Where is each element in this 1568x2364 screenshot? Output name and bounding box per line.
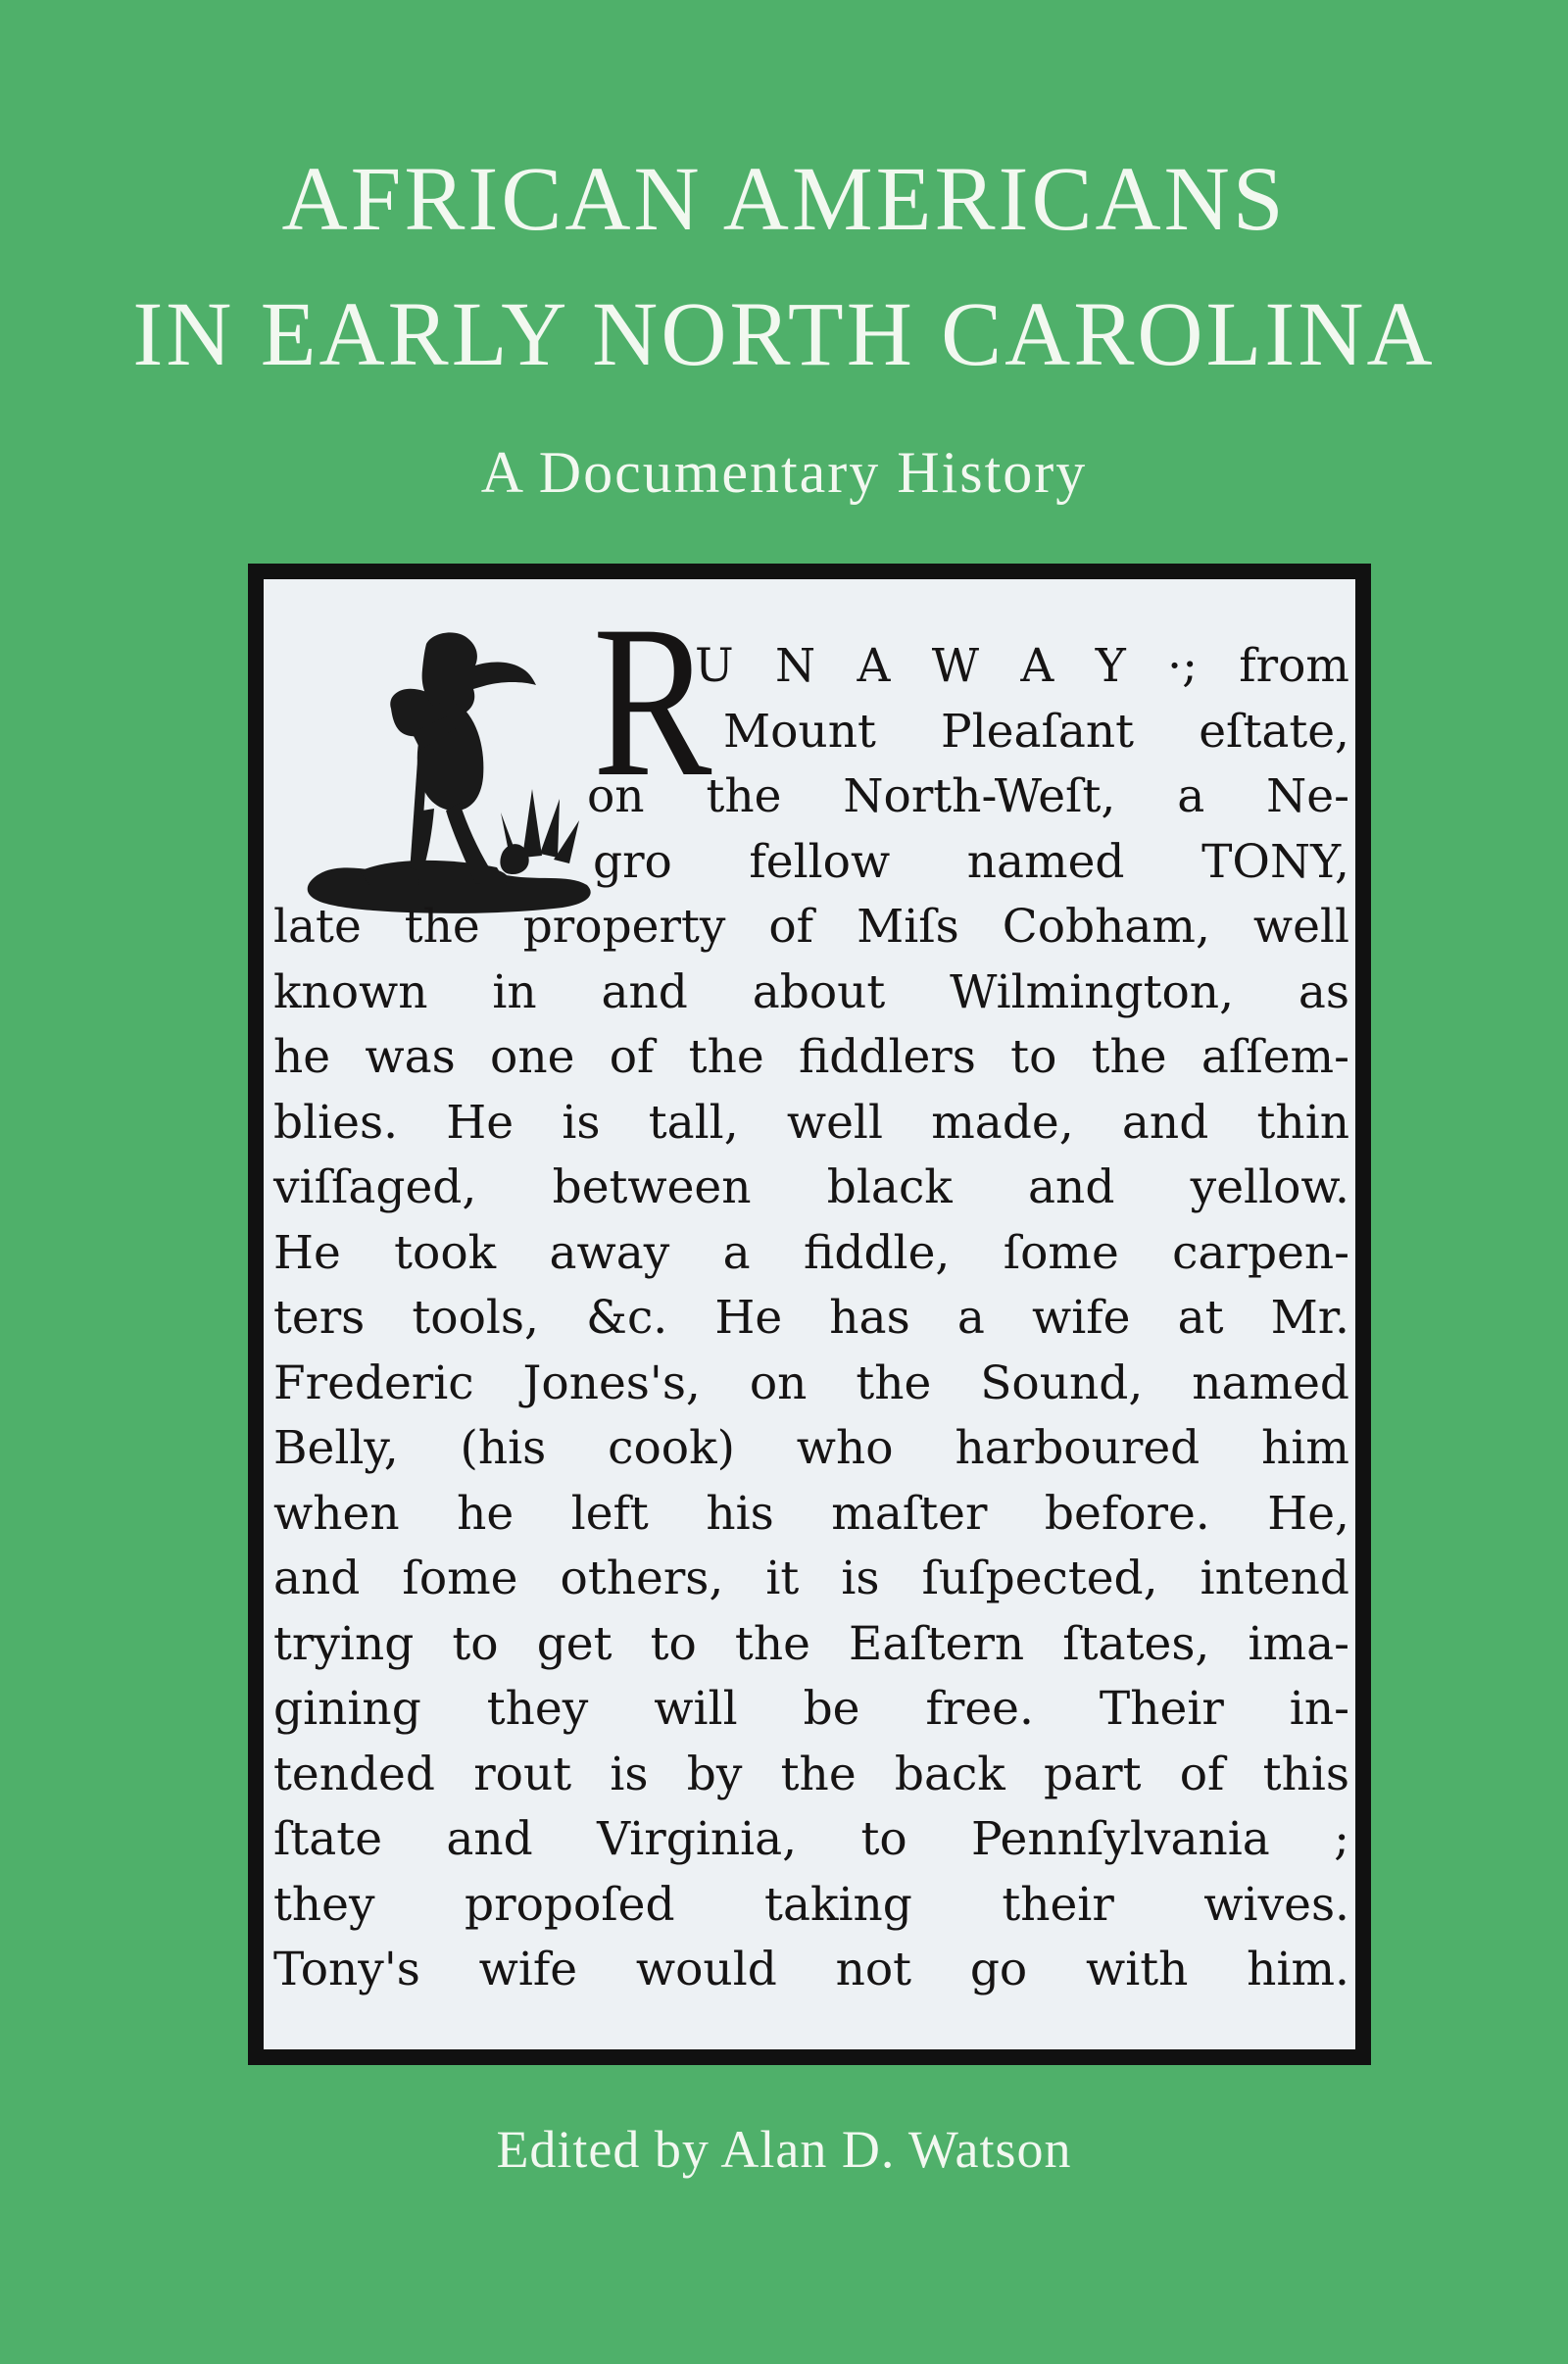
ad-line: they propoſed taking their wives. (273, 1877, 1349, 1932)
ad-line: known in and about Wilmington, as (273, 964, 1349, 1019)
ad-line: tended rout is by the back part of this (273, 1747, 1349, 1801)
ad-line: when he left his maſter before. He, (273, 1486, 1349, 1541)
ad-line: Belly, (his cook) who harboured him (273, 1421, 1349, 1475)
ad-line: ſtate and Virginia, to Pennſylvania ; (273, 1812, 1349, 1866)
advertisement-text (273, 634, 1349, 2003)
ad-line: viſſaged, between black and yellow. (273, 1160, 1349, 1214)
ad-line: on the North-Weſt, a Ne- (587, 769, 1349, 823)
editor-credit: Edited by Alan D. Watson (496, 2120, 1072, 2179)
ad-line: He took away a fiddle, ſome carpen- (273, 1225, 1349, 1280)
book-title-line1: AFRICAN AMERICANS (281, 149, 1287, 250)
ad-line: Mount Pleaſant eſtate, (723, 704, 1349, 759)
book-title-line2: IN EARLY NORTH CAROLINA (132, 284, 1436, 385)
ad-line: Tony's wife would not go with him. (273, 1943, 1349, 1996)
ad-line: blies. He is tall, well made, and thin (273, 1095, 1349, 1150)
runaway-advertisement-box (248, 564, 1371, 2065)
advertisement-paper (264, 579, 1355, 2049)
ad-line: gining they will be free. Their in- (273, 1682, 1349, 1736)
ad-line: ters tools, &c. He has a wife at Mr. (273, 1291, 1349, 1345)
ad-line: Frederic Jones's, on the Sound, named (273, 1355, 1349, 1410)
ad-line: trying to get to the Eaſtern ſtates, ima- (273, 1616, 1349, 1671)
ad-line: gro fellow named TONY, (593, 834, 1349, 889)
ad-line: he was one of the fiddlers to the aſſem- (273, 1030, 1349, 1084)
ad-line: U N A W A Y ·; from (695, 639, 1349, 693)
drop-cap-letter: R (593, 581, 712, 822)
book-subtitle: A Documentary History (480, 440, 1088, 505)
ad-line: late the property of Miſs Cobham, well (273, 900, 1349, 954)
ad-line: and ſome others, it is ſuſpected, intend (273, 1551, 1349, 1605)
